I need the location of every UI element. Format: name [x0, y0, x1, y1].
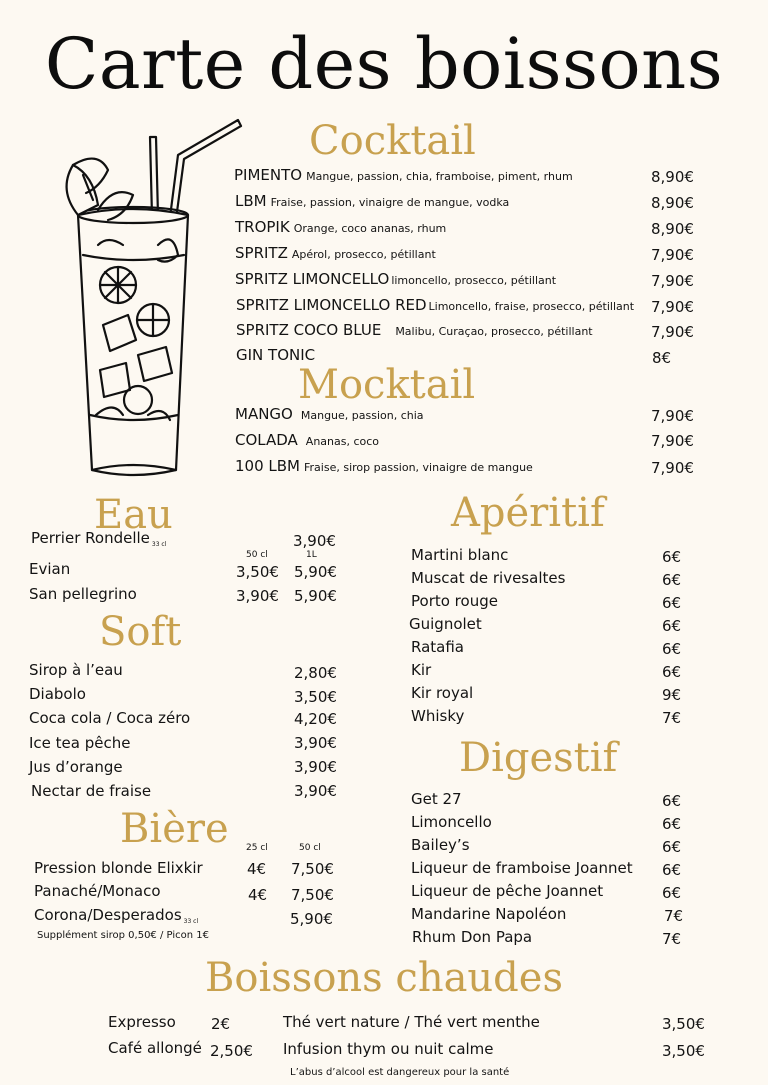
menu-title: Carte des boissons: [44, 23, 724, 105]
item-price: 2,50€: [210, 1042, 253, 1060]
list-item: Corona/Desperados 33 cl: [34, 906, 199, 925]
item-price: 6€: [662, 838, 682, 856]
item-price: 6€: [662, 548, 682, 566]
item-price: 9€: [662, 686, 682, 704]
health-warning: L’abus d’alcool est dangereux pour la santé: [290, 1067, 510, 1078]
item-price: 6€: [662, 571, 682, 589]
list-item: Sirop à l’eau: [29, 661, 123, 679]
digestif-heading: Digestif: [459, 735, 618, 781]
item-price: 4€: [247, 860, 267, 878]
list-item: Limoncello: [411, 813, 492, 831]
item-price: 8,90€: [651, 168, 694, 186]
mocktail-heading: Mocktail: [298, 362, 476, 408]
list-item: Jus d’orange: [29, 758, 123, 776]
item-price: 3,50€: [294, 688, 337, 706]
list-item: Kir: [411, 661, 432, 679]
list-item: Kir royal: [411, 684, 474, 702]
list-item: San pellegrino: [29, 585, 137, 603]
biere-supplement: Supplément sirop 0,50€ / Picon 1€: [37, 930, 209, 941]
list-item: LBM Fraise, passion, vinaigre de mangue, vodka: [235, 192, 510, 210]
item-price: 6€: [662, 594, 682, 612]
item-price: 2€: [211, 1015, 231, 1033]
item-price: 7€: [662, 709, 682, 727]
item-price: 3,90€: [294, 782, 337, 800]
item-price: 7,90€: [651, 298, 694, 316]
item-price: 6€: [662, 861, 682, 879]
aperitif-heading: Apéritif: [451, 490, 605, 536]
list-item: Perrier Rondelle 33 cl: [31, 529, 167, 548]
biere-size-large: 50 cl: [299, 843, 321, 853]
item-price: 3,90€: [236, 587, 279, 605]
list-item: Coca cola / Coca zéro: [29, 709, 191, 727]
item-price: 7,90€: [651, 246, 694, 264]
list-item: Expresso: [108, 1013, 176, 1031]
list-item: Guignolet: [409, 615, 482, 633]
list-item: SPRITZ LIMONCELLO RED Limoncello, fraise, prosecco, pétillant: [236, 296, 635, 314]
item-price: 7,50€: [291, 860, 334, 878]
biere-heading: Bière: [120, 806, 229, 852]
item-price: 7€: [664, 907, 684, 925]
list-item: SPRITZ LIMONCELLO limoncello, prosecco, pétillant: [235, 270, 557, 288]
list-item: SPRITZ Apérol, prosecco, pétillant: [235, 244, 436, 262]
item-price: 6€: [662, 617, 682, 635]
item-price: 3,50€: [662, 1042, 705, 1060]
item-price: 3,50€: [662, 1015, 705, 1033]
list-item: Whisky: [411, 707, 465, 725]
list-item: COLADA Ananas, coco: [235, 431, 380, 449]
eau-heading: Eau: [94, 492, 173, 538]
item-price: 3,90€: [294, 758, 337, 776]
list-item: Pression blonde Elixkir: [34, 859, 203, 877]
list-item: Diabolo: [29, 685, 86, 703]
list-item: Ratafia: [411, 638, 464, 656]
list-item: Infusion thym ou nuit calme: [283, 1040, 494, 1058]
item-price: 7,50€: [291, 886, 334, 904]
item-price: 5,90€: [290, 910, 333, 928]
list-item: PIMENTO Mangue, passion, chia, framboise, piment, rhum: [234, 166, 573, 184]
item-price: 6€: [662, 663, 682, 681]
item-price: 2,80€: [294, 664, 337, 682]
list-item: Evian: [29, 560, 71, 578]
biere-size-small: 25 cl: [246, 843, 268, 853]
item-price: 8,90€: [651, 220, 694, 238]
list-item: 100 LBM Fraise, sirop passion, vinaigre de mangue: [235, 457, 533, 475]
item-price: 7,90€: [651, 272, 694, 290]
list-item: Liqueur de framboise Joannet: [411, 859, 633, 877]
list-item: Muscat de rivesaltes: [411, 569, 566, 587]
list-item: Thé vert nature / Thé vert menthe: [283, 1013, 540, 1031]
list-item: Porto rouge: [411, 592, 498, 610]
list-item: Café allongé: [108, 1039, 202, 1057]
list-item: MANGO Mangue, passion, chia: [235, 405, 424, 423]
item-price: 7€: [662, 930, 682, 948]
soft-heading: Soft: [99, 609, 182, 655]
cocktail-glass-icon: [38, 115, 248, 485]
item-price: 8€: [652, 349, 672, 367]
item-price: 7,90€: [651, 432, 694, 450]
list-item: Bailey’s: [411, 836, 470, 854]
item-price: 5,90€: [294, 587, 337, 605]
list-item: Get 27: [411, 790, 462, 808]
list-item: Ice tea pêche: [29, 734, 131, 752]
item-price: 7,90€: [651, 407, 694, 425]
eau-size-large: 1L: [306, 550, 317, 560]
chaudes-heading: Boissons chaudes: [205, 955, 563, 1001]
list-item: Mandarine Napoléon: [411, 905, 567, 923]
list-item: GIN TONIC: [236, 346, 316, 364]
cocktail-heading: Cocktail: [309, 118, 476, 164]
item-price: 3,90€: [293, 532, 336, 550]
list-item: Nectar de fraise: [31, 782, 152, 800]
item-price: 7,90€: [651, 459, 694, 477]
item-price: 4€: [248, 886, 268, 904]
list-item: Panaché/Monaco: [34, 882, 161, 900]
item-price: 6€: [662, 640, 682, 658]
item-price: 4,20€: [294, 710, 337, 728]
list-item: Martini blanc: [411, 546, 509, 564]
item-price: 7,90€: [651, 323, 694, 341]
eau-size-small: 50 cl: [246, 550, 268, 560]
list-item: Liqueur de pêche Joannet: [411, 882, 604, 900]
list-item: TROPIK Orange, coco ananas, rhum: [235, 218, 447, 236]
list-item: SPRITZ COCO BLUE Malibu, Curaçao, prosecco, pétillant: [236, 321, 593, 339]
item-price: 6€: [662, 884, 682, 902]
item-price: 3,90€: [294, 734, 337, 752]
item-price: 8,90€: [651, 194, 694, 212]
list-item: Rhum Don Papa: [412, 928, 533, 946]
item-price: 6€: [662, 792, 682, 810]
item-price: 5,90€: [294, 563, 337, 581]
item-price: 6€: [662, 815, 682, 833]
item-price: 3,50€: [236, 563, 279, 581]
